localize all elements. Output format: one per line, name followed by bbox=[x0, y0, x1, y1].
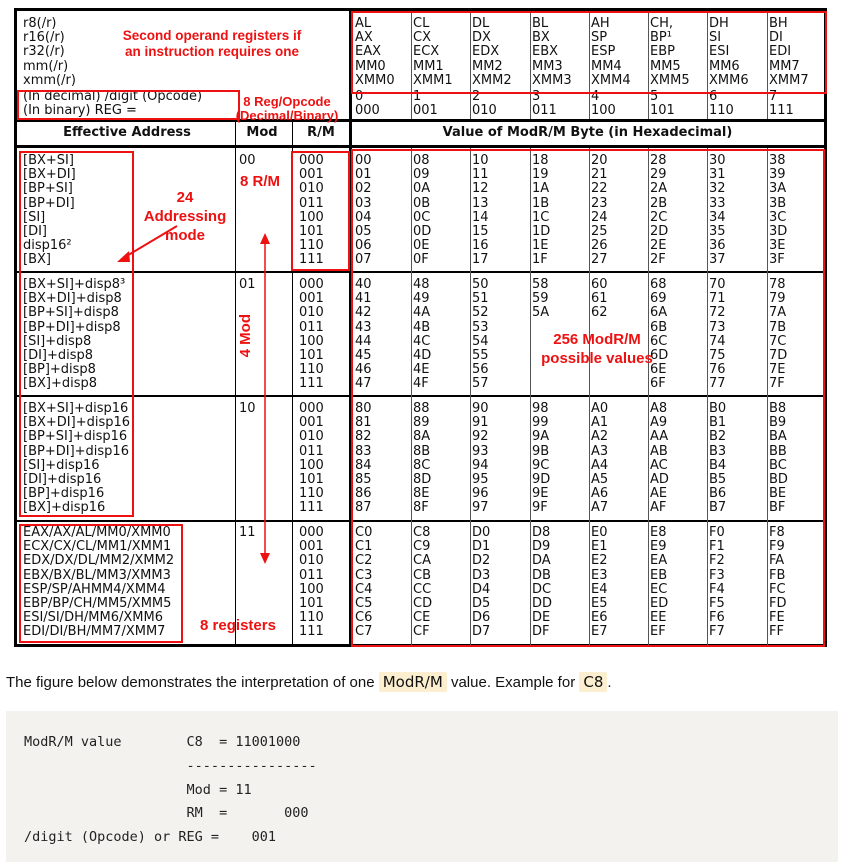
operand-type-labels: r8(/r) r16(/r) r32(/r) mm(/r) xmm(/r) bbox=[23, 16, 76, 88]
arrow-head-icon bbox=[260, 233, 270, 244]
reg-digit-2: 2 010 bbox=[472, 89, 497, 118]
modrm-hex-column: D8 D9 DA DB DC DD DE DF bbox=[532, 525, 553, 640]
modrm-hex-column: 50 51 52 53 54 55 56 57 bbox=[472, 277, 489, 392]
reg-digit-4: 4 100 bbox=[591, 89, 616, 118]
modrm-hex-column: E8 E9 EA EB EC ED EE EF bbox=[650, 525, 669, 640]
modrm-hex-column: C0 C1 C2 C3 C4 C5 C6 C7 bbox=[355, 525, 373, 640]
arrow-head-icon bbox=[260, 553, 270, 564]
modrm-hex-column: 20 21 22 23 24 25 26 27 bbox=[591, 153, 608, 268]
modrm-hex-column: C8 C9 CA CB CC CD CE CF bbox=[413, 525, 433, 640]
rm-codes: 000 001 010 011 100 101 110 111 bbox=[299, 401, 324, 516]
registers-note: 8 registers bbox=[200, 617, 276, 634]
caption-text: value. Example for bbox=[446, 674, 580, 691]
modrm-hex-column: 58 59 5A bbox=[532, 277, 550, 321]
modrm-hex-column: B0 B1 B2 B3 B4 B5 B6 B7 bbox=[709, 401, 727, 516]
effective-address-list: [BX+SI]+disp16 [BX+DI]+disp16 [BP+SI]+disp16 [BP+DI]+disp16 [SI]+disp16 [DI]+disp16 [BP]+disp16 [BX]+disp16 bbox=[23, 401, 131, 516]
effective-address-list: [BX+SI]+disp8³ [BX+DI]+disp8 [BP+SI]+disp8 [BP+DI]+disp8 [SI]+disp8 [DI]+disp8 [BP]+disp8 [BX]+disp8 bbox=[23, 277, 126, 392]
reg-digit-0: 0 000 bbox=[355, 89, 380, 118]
register-column-0: AL AX EAX MM0 XMM0 bbox=[355, 16, 395, 88]
modrm-hex-column: 08 09 0A 0B 0C 0D 0E 0F bbox=[413, 153, 432, 268]
effective-address-header: Effective Address bbox=[63, 125, 191, 140]
modrm-table bbox=[14, 8, 827, 647]
code-block bbox=[6, 711, 838, 862]
reg-digit-6: 6 110 bbox=[709, 89, 734, 118]
modrm-hex-column: 80 81 82 83 84 85 86 87 bbox=[355, 401, 372, 516]
modrm-hex-column: 68 69 6A 6B 6C 6D 6E 6F bbox=[650, 277, 669, 392]
arrow-head-icon bbox=[117, 251, 130, 262]
caption-text: The figure below demonstrates the interpretation of one bbox=[6, 674, 379, 691]
effective-address-list: [BX+SI] [BX+DI] [BP+SI] [BP+DI] [SI] [DI] disp16² [BX] bbox=[23, 153, 76, 268]
modrm-hex-column: 10 11 12 13 14 15 16 17 bbox=[472, 153, 489, 268]
mod-value: 00 bbox=[239, 153, 256, 168]
modrm-hex-column: B8 B9 BA BB BC BD BE BF bbox=[769, 401, 788, 516]
modrm-hex-column: 28 29 2A 2B 2C 2D 2E 2F bbox=[650, 153, 669, 268]
inline-code-c8: C8 bbox=[579, 672, 607, 692]
mod-value: 11 bbox=[239, 525, 256, 540]
second-operand-note: Second operand registers if an instruction requires one bbox=[122, 28, 302, 59]
code-example: ModR/M value C8 = 11001000 ---------------- Mod = 11 RM = 000 /digit (Opcode) or REG = 001 bbox=[24, 734, 317, 846]
register-column-1: CL CX ECX MM1 XMM1 bbox=[413, 16, 453, 88]
modrm-hex-column: 98 99 9A 9B 9C 9D 9E 9F bbox=[532, 401, 551, 516]
mod-header: Mod bbox=[246, 125, 278, 140]
rm-codes: 000 001 010 011 100 101 110 111 bbox=[299, 153, 324, 268]
rm-codes: 000 001 010 011 100 101 110 111 bbox=[299, 525, 324, 640]
modrm-hex-column: 00 01 02 03 04 05 06 07 bbox=[355, 153, 372, 268]
modrm-hex-column: 40 41 42 43 44 45 46 47 bbox=[355, 277, 372, 392]
modrm-hex-column: F0 F1 F2 F3 F4 F5 F6 F7 bbox=[709, 525, 725, 640]
register-column-5: CH, BP¹ EBP MM5 XMM5 bbox=[650, 16, 690, 88]
register-column-6: DH SI ESI MM6 XMM6 bbox=[709, 16, 749, 88]
modrm-hex-column: 70 71 72 73 74 75 76 77 bbox=[709, 277, 726, 392]
modrm-hex-column: 60 61 62 bbox=[591, 277, 608, 321]
modrm-hex-column: 48 49 4A 4B 4C 4D 4E 4F bbox=[413, 277, 432, 392]
register-column-3: BL BX EBX MM3 XMM3 bbox=[532, 16, 572, 88]
addressing-note: 24 Addressing mode bbox=[143, 189, 227, 244]
value-header: Value of ModR/M Byte (in Hexadecimal) bbox=[442, 125, 733, 140]
modrm-hex-column: 38 39 3A 3B 3C 3D 3E 3F bbox=[769, 153, 788, 268]
reg-digit-7: 7 111 bbox=[769, 89, 794, 118]
modrm-hex-column: A0 A1 A2 A3 A4 A5 A6 A7 bbox=[591, 401, 609, 516]
caption-text: . bbox=[607, 674, 612, 691]
modrm-hex-column: 78 79 7A 7B 7C 7D 7E 7F bbox=[769, 277, 788, 392]
modrm-hex-column: E0 E1 E2 E3 E4 E5 E6 E7 bbox=[591, 525, 608, 640]
reg-digit-3: 3 011 bbox=[532, 89, 557, 118]
mod-value: 01 bbox=[239, 277, 256, 292]
reg-digit-1: 1 001 bbox=[413, 89, 438, 118]
effective-address-list: EAX/AX/AL/MM0/XMM0 ECX/CX/CL/MM1/XMM1 EDX/DX/DL/MM2/XMM2 EBX/BX/BL/MM3/XMM3 ESP/SP/AHMM4/XMM4 EBP/BP/CH/MM5/XMM5 ESI/SI/DH/MM6/XMM6 EDI/DI/BH/MM7/XMM7 bbox=[23, 525, 175, 640]
reg-digit-label: (In decimal) /digit (Opcode) (In binary) REG = bbox=[23, 89, 203, 118]
caption bbox=[6, 673, 612, 691]
rm-codes: 000 001 010 011 100 101 110 111 bbox=[299, 277, 324, 392]
modrm-hex-column: 88 89 8A 8B 8C 8D 8E 8F bbox=[413, 401, 432, 516]
reg-digit-5: 5 101 bbox=[650, 89, 675, 118]
register-column-7: BH DI EDI MM7 XMM7 bbox=[769, 16, 809, 88]
inline-code-modrm: ModR/M bbox=[379, 672, 447, 692]
rm-count-note: 8 R/M bbox=[239, 173, 280, 190]
mod-value: 10 bbox=[239, 401, 256, 416]
annotation-arrows bbox=[17, 11, 827, 647]
register-column-4: AH SP ESP MM4 XMM4 bbox=[591, 16, 631, 88]
rm-header: R/M bbox=[307, 125, 335, 140]
reg-opcode-note: 8 Reg/Opcode (Decimal/Binary) bbox=[235, 94, 339, 123]
modrm-hex-column: 18 19 1A 1B 1C 1D 1E 1F bbox=[532, 153, 551, 268]
register-column-2: DL DX EDX MM2 XMM2 bbox=[472, 16, 512, 88]
modrm-values-note: 256 ModR/M possible values bbox=[541, 331, 653, 367]
modrm-hex-column: 30 31 32 33 34 35 36 37 bbox=[709, 153, 726, 268]
modrm-hex-column: D0 D1 D2 D3 D4 D5 D6 D7 bbox=[472, 525, 491, 640]
modrm-hex-column: F8 F9 FA FB FC FD FE FF bbox=[769, 525, 787, 640]
modrm-hex-column: A8 A9 AA AB AC AD AE AF bbox=[650, 401, 669, 516]
mod-count-note: 4 Mod bbox=[237, 314, 254, 358]
modrm-hex-column: 90 91 92 93 94 95 96 97 bbox=[472, 401, 489, 516]
